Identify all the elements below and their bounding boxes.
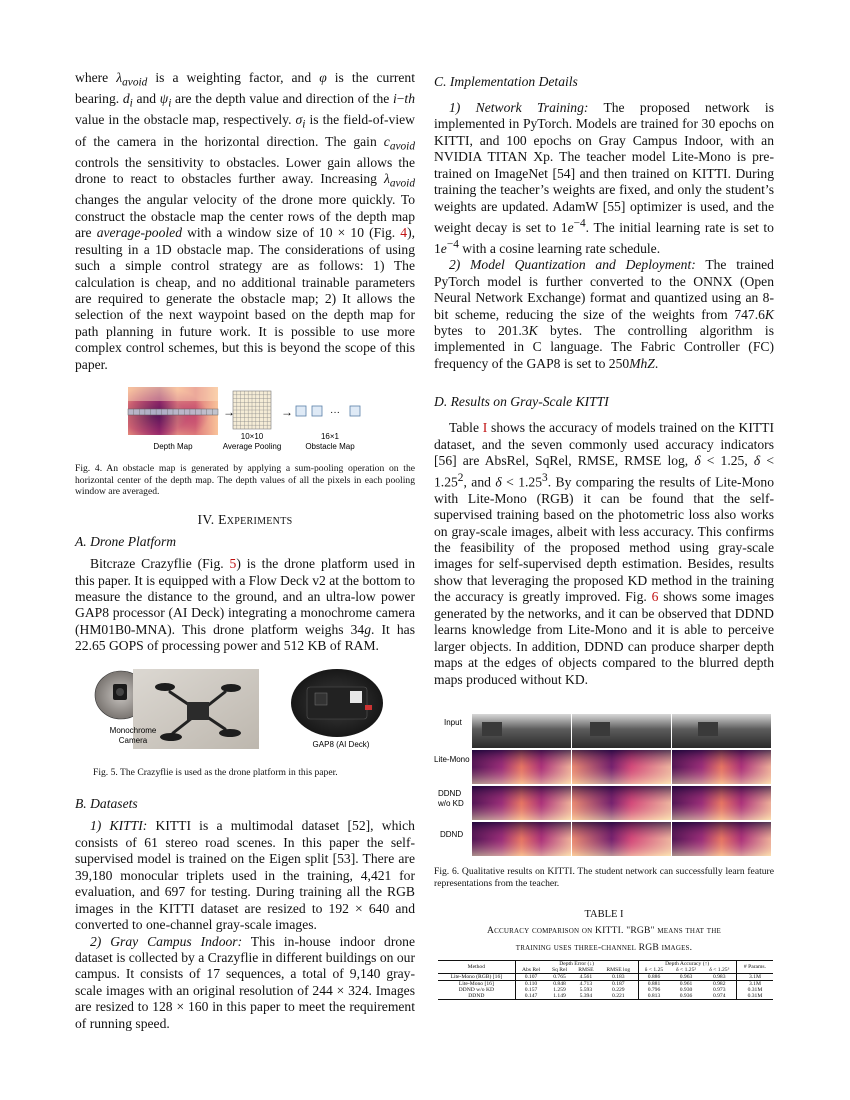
accuracy-table <box>438 960 773 1000</box>
row-label-litemono: Lite-Mono <box>434 755 470 765</box>
figure-4-caption: Fig. 4. An obstacle map is generated by applying a sum-pooling operation on the horizontal center of the depth map. The depth values of all the pixels in each pooling window are averaged. <box>75 463 415 498</box>
obstacle-dots: ··· <box>330 407 340 419</box>
fig6-panel-ddnd-3 <box>672 822 771 856</box>
column-header: δ < 1.25² <box>676 967 697 974</box>
subsection-results: D. Results on Gray-Scale KITTI <box>434 394 609 410</box>
column-header: RMSE log <box>599 967 638 974</box>
table-cell: 0.936 <box>669 993 702 1000</box>
fig6-panel-ddnd-wo-kd-1 <box>472 786 571 820</box>
figure-5-photos <box>75 667 415 759</box>
header-method: Method <box>438 961 515 974</box>
table-cell: 0.31M <box>747 987 763 994</box>
table-cell: 0.229 <box>599 987 638 993</box>
label-pool-size: 10×10 <box>240 432 264 442</box>
arrow-2: → <box>281 405 293 420</box>
figure-6-grid <box>434 710 774 862</box>
pooling-grid <box>233 391 271 429</box>
subsection-implementation: C. Implementation Details <box>434 74 578 89</box>
table-cell: 0.983 <box>703 974 737 981</box>
subsection-datasets: B. Datasets <box>75 796 138 812</box>
subsection-drone-platform: A. Drone Platform <box>75 534 177 550</box>
table-cell: 0.157 <box>524 987 538 994</box>
paragraph-quantization: 2) Model Quantization and Deployment: The trained PyTorch model is further converted to the ONNX (Open Neural Network Exchange) format and quantized using an 8-bit scheme, reducing the size of the weights from 747.6K bytes to 201.3K bytes. The controlling algorithm is implemented in C language. The Fabric Controller (FC) frequency of the GAP8 is set to 250MhZ. <box>434 257 774 371</box>
fig6-panel-input-3 <box>672 714 771 748</box>
table-cell: 0.147 <box>515 993 546 1000</box>
label-obstacle-size: 16×1 <box>320 432 340 442</box>
label-monochrome: Monochrome <box>109 725 157 735</box>
column-header: Sq Rel <box>551 967 568 974</box>
table-cell: 0.930 <box>679 987 693 994</box>
table-cell: 0.221 <box>599 993 638 1000</box>
table-cell: 5.394 <box>573 993 599 1000</box>
table-cell: DDND w/o KD <box>438 987 515 993</box>
row-label-ddnd-wo-1: DDND <box>438 789 462 799</box>
table-cell: 0.961 <box>669 981 702 988</box>
table-cell: 1.259 <box>553 987 566 994</box>
table-cell: 0.796 <box>647 987 661 994</box>
table-cell: 3.1M <box>736 974 773 981</box>
header-params: # Params. <box>736 961 773 974</box>
table-cell: Lite-Mono [16] <box>438 981 515 988</box>
table-row <box>438 993 773 1000</box>
table-1-block <box>434 909 774 1000</box>
column-header: Abs Rel <box>521 967 541 974</box>
table-cell: 4.713 <box>573 981 599 988</box>
paragraph-network-training: 1) Network Training: The proposed network is implemented in PyTorch. Models are trained for 30 epochs on KITTI, and 100 epochs on Gray Campus Indoor, with an NVIDIA TITAN Xp. The teacher model Lite-Mono is pre-trained on ImageNet [54] and then trained on KITTI. During training the teacher’s weights are fixed, and only the student’s weights are updated. AdamW [55] optimizer is used, and the weight decay is set to $1e^{-4}$. The initial learning rate is set to $1e^{-4}$ with a cosine learning rate schedule. <box>434 100 774 256</box>
fig6-panel-input-1 <box>472 714 571 748</box>
figure-6 <box>434 710 774 862</box>
table-cell: 0.813 <box>638 993 669 1000</box>
table-cell: 0.110 <box>515 981 546 988</box>
paragraph-results: Table I shows the accuracy of models trained on the KITTI dataset, and the seven commonly used accuracy indicators [56] are AbsRel, SqRel, RMSE, RMSE log, δ < 1.25, $\delta < 1.25^2$, and $\delta < 1.25^3$. By comparing the results of Lite-Mono with Lite-Mono (RGB) it can be found that the self-supervised training based on the photometric loss also works on gray-scale images, albeit with less accuracy. This confirms the feasibility of the proposed method using gray-scale images for self-supervised depth estimation. Besides, results show that leveraging the proposed KD method in the training the accuracy is greatly improved. Fig. 6 shows some images generated by the networks, and it can be observed that DDND learns knowledge from Lite-Mono and it is able to perceive larger objects. In addition, DDND can produce sharper depth maps at the edges of objects compared to the blurred depth maps produced without KD. <box>434 420 775 687</box>
table-cell: 0.107 <box>515 974 546 981</box>
fig6-panel-ddnd-wo-kd-3 <box>672 786 771 820</box>
label-obstacle-map: Obstacle Map <box>305 442 355 452</box>
table-subtitle-2: training uses three-channel RGB images. <box>515 942 693 954</box>
table-cell: 3.1M <box>736 981 773 988</box>
fig6-panel-litemono-1 <box>472 750 571 784</box>
table-cell: 0.973 <box>703 987 737 993</box>
right-column <box>434 70 774 1000</box>
figure-5-caption: Fig. 5. The Crazyflie is used as the drone platform in this paper. <box>93 766 338 778</box>
paragraph-gray-campus: 2) Gray Campus Indoor: This in-house indoor drone dataset is collected by a Crazyflie in different buildings on our campus. It consists of 17 sequences, a total of 9,140 gray-scale images with an original resolution of 244 × 324. Images are resized to 128 × 160 in this paper to meet the requirement of running speed. <box>75 933 415 1031</box>
table-cell: 0.183 <box>599 974 638 981</box>
table-cell: 0.765 <box>546 974 572 981</box>
fig6-panel-ddnd-2 <box>572 822 671 856</box>
figure-6-caption: Fig. 6. Qualitative results on KITTI. The student network can successfully learn feature representations from the teacher. <box>434 866 774 889</box>
fig6-panel-input-2 <box>572 714 671 748</box>
label-camera: Camera <box>118 735 148 745</box>
column-header: δ < 1.25 <box>644 967 664 974</box>
table-cell: 0.31M <box>736 993 773 1000</box>
table-cell: 0.187 <box>599 981 638 988</box>
figure-4-diagram <box>75 385 415 465</box>
column-header: RMSE <box>578 967 594 974</box>
section-title-experiments: IV. Experiments <box>197 512 293 528</box>
table-cell: 0.886 <box>638 974 669 981</box>
table-title: TABLE I <box>584 909 624 921</box>
figure-5 <box>75 667 415 759</box>
header-depth-accuracy: Depth Accuracy (↑) <box>638 961 736 968</box>
table-cell: 0.974 <box>703 993 737 1000</box>
obstacle-cells <box>296 406 360 419</box>
paragraph-drone-platform: Bitcraze Crazyflie (Fig. 5) is the drone platform used in this paper. It is equipped with a Flow Deck v2 at the bottom to measure the distance to the ground, and an ultra-low power GAP8 processor (AI Deck) integrating a monochrome camera (HM01B0-MNA). This drone platform weighs 34g. It has 22.65 GOPS of processing power and 512 KB of RAM. <box>75 556 416 654</box>
arrow-1: → <box>223 405 235 420</box>
fig6-panel-litemono-2 <box>572 750 671 784</box>
fig6-panel-ddnd-wo-kd-2 <box>572 786 671 820</box>
label-depth-map: Depth Map <box>153 442 193 452</box>
fig6-panel-ddnd-1 <box>472 822 571 856</box>
figure-4 <box>75 385 415 465</box>
fig6-panel-litemono-3 <box>672 750 771 784</box>
label-average-pooling: Average Pooling <box>222 442 282 452</box>
row-label-input: Input <box>444 718 462 728</box>
table-cell: 0.881 <box>638 981 669 988</box>
label-gap8: GAP8 (AI Deck) <box>312 739 370 749</box>
table-cell: 0.848 <box>546 981 572 988</box>
table-cell: 1.149 <box>546 993 572 1000</box>
table-cell: 0.963 <box>669 974 702 981</box>
paragraph-kitti: 1) KITTI: KITTI is a multimodal dataset [52], which consists of 61 stereo road scenes. In this paper the self-supervised model is trained on the Eigen split [53]. There are 39,180 monocular triplets used in the training, 4,421 for evaluation, and 697 for testing. During training all the RGB images in the KITTI dataset are resized to 192 × 640 and converted to one-channel gray-scale images. <box>75 818 415 933</box>
table-cell: 0.982 <box>703 981 737 988</box>
paragraph-control-strategy: where $\lambda_{avoid}$ is a weighting factor, and φ is the current bearing. $d_i$ and $\psi_i$ are the depth value and direction of the i−th value in the obstacle map, respectively. $\sigma_i$ is the field-of-view of the camera in the horizontal direction. The gain $c_{avoid}$ controls the sensitivity to obstacles. Lower gain allows the drone to react to obstacles further away. Increasing $\lambda_{avoid}$ changes the angular velocity of the drone more quickly. To construct the obstacle map the center rows of the depth map are average-pooled with a window size of 10 × 10 (Fig. 4), resulting in a 1D obstacle map. The considerations of using such a simple control strategy are as follows: 1) The calculation is cheap, and no additional trainable parameters are required to generate the obstacle map; 2) It allows the selection of the next waypoint based on the depth map for path planning in future work. It is possible to use more complex control schemes, but this is beyond the scope of this paper. <box>75 70 415 372</box>
left-column <box>75 70 415 1032</box>
row-label-ddnd: DDND <box>440 830 464 840</box>
header-depth-error: Depth Error (↓) <box>515 961 638 968</box>
table-row <box>438 974 773 981</box>
table-cell: DDND <box>438 993 515 1000</box>
column-header: δ < 1.25³ <box>703 967 737 974</box>
table-cell: 5.593 <box>579 987 593 994</box>
table-subtitle-1: Accuracy comparison on KITTI. "RGB" means that the <box>487 925 721 937</box>
row-label-ddnd-wo-2: w/o KD <box>438 799 464 809</box>
table-cell: Lite-Mono (RGB) [16] <box>438 974 515 981</box>
table-cell: 4.561 <box>573 974 599 981</box>
